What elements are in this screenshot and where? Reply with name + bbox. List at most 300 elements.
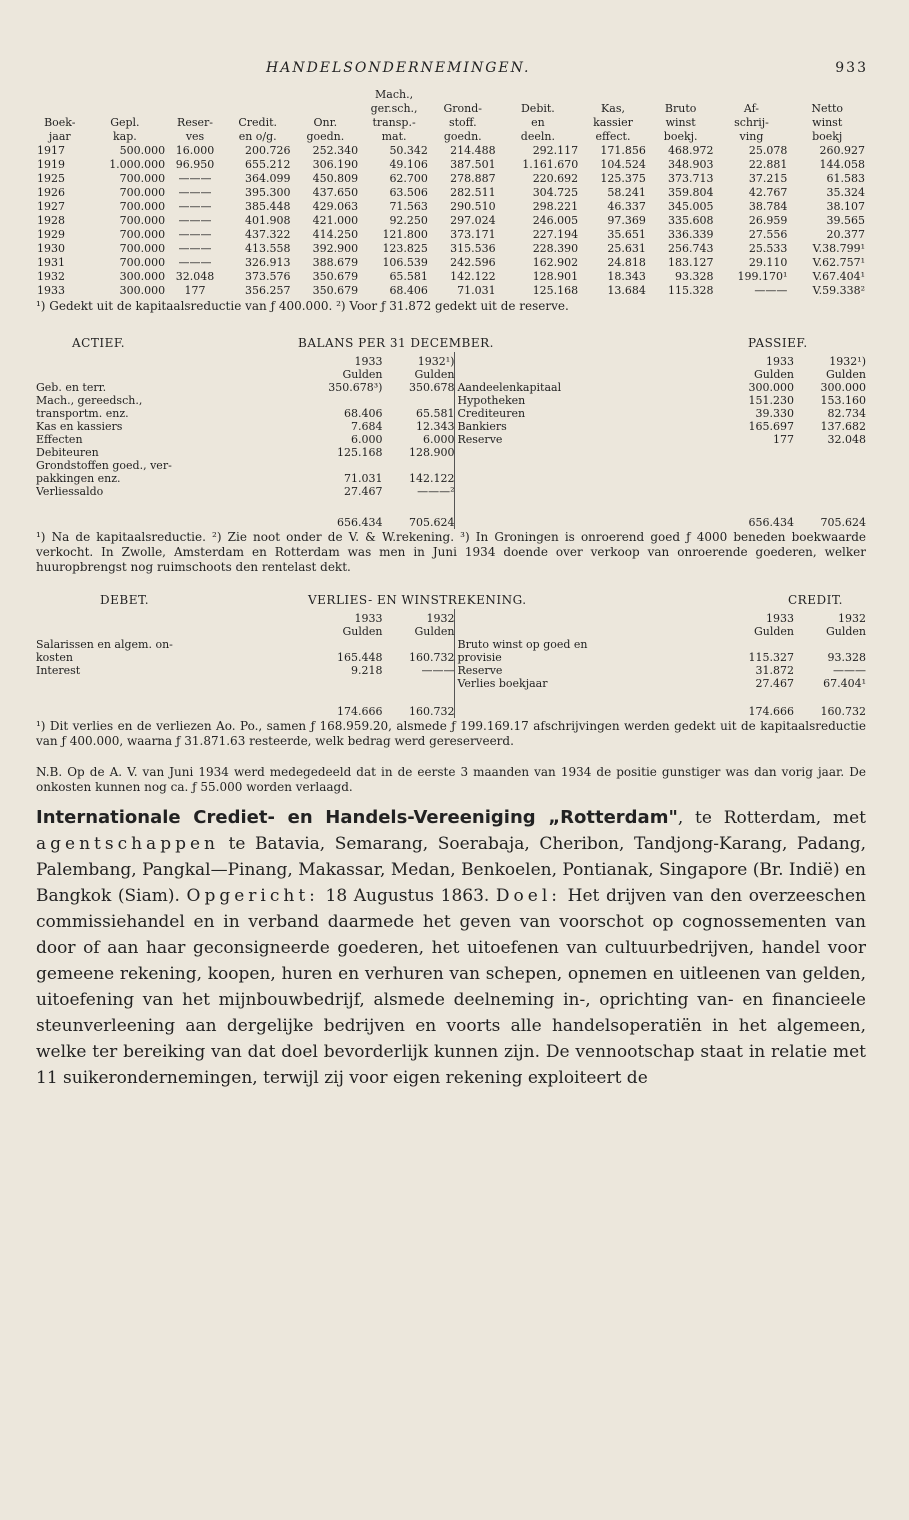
header-line: jaar [48, 130, 71, 143]
statistics-column-header [166, 88, 224, 144]
account-value-1932: 12.343 [415, 420, 455, 433]
running-header [36, 60, 866, 88]
pl-title: VERLIES- EN WINSTREKENING. [308, 593, 527, 607]
header-line: kassier [593, 116, 633, 129]
statistics-column-header [359, 88, 429, 144]
statistics-cell: 35.651 [607, 228, 646, 241]
statistics-cell: 356.257 [245, 284, 291, 297]
statistics-cell: 414.250 [312, 228, 359, 241]
account-value-1932: 32.048 [827, 433, 866, 446]
statistics-row [36, 284, 866, 298]
statistics-cell: 214.488 [450, 144, 496, 157]
balance-liabilities-total [457, 516, 866, 529]
account-label: provisie [457, 651, 502, 664]
statistics-cell: 121.800 [382, 228, 428, 241]
account-value-1932 [382, 459, 454, 472]
statistics-cell: 1927 [37, 200, 65, 213]
account-value-1933: 27.467 [755, 677, 794, 690]
statistics-cell: 29.110 [748, 256, 788, 269]
account-row [457, 638, 866, 651]
pl-credit-rows [457, 638, 866, 690]
statistics-cell: 413.558 [245, 242, 291, 255]
header-line: mat. [381, 130, 407, 143]
header-line: goedn. [306, 130, 345, 143]
header-line: Af- [743, 102, 760, 115]
account-row [36, 407, 454, 420]
statistics-cell: 16.000 [175, 144, 215, 157]
statistics-cell: 227.194 [532, 228, 579, 241]
statistics-cell: 350.679 [312, 284, 359, 297]
statistics-cell: V.38.799¹ [812, 242, 865, 255]
statistics-cell: 700.000 [119, 228, 166, 241]
statistics-cell: 62.700 [389, 172, 428, 185]
statistics-row [36, 214, 866, 228]
header-line: Bruto [664, 102, 697, 115]
statistics-cell: 39.565 [826, 214, 865, 227]
statistics-cell: 20.377 [826, 228, 865, 241]
account-value-1932: 160.732 [408, 651, 455, 664]
balance-r-year-2: 1932¹) [829, 355, 866, 368]
pl-debit-total-1932: 160.732 [408, 705, 455, 718]
statistics-row [36, 158, 866, 172]
statistics-cell: 27.556 [748, 228, 788, 241]
statistics-cell: 128.901 [532, 270, 579, 283]
statistics-cell: 125.375 [600, 172, 646, 185]
account-label: pakkingen enz. [36, 472, 121, 485]
pl-debit-rows [36, 638, 454, 677]
account-value-1933 [320, 394, 382, 407]
balance-assets [36, 352, 455, 529]
statistics-cell: 500.000 [119, 144, 166, 157]
statistics-cell: 292.117 [532, 144, 579, 157]
balance-assets-total-1933: 656.434 [336, 516, 383, 529]
header-line: winst [665, 116, 696, 129]
statistics-cell: ——— [754, 284, 788, 297]
statistics-cell: ——— [178, 242, 212, 255]
page-number: 933 [835, 60, 868, 76]
account-value-1932: ——— [421, 664, 455, 677]
balance-title: BALANS PER 31 DECEMBER. [298, 336, 494, 350]
pl-r-year-1: 1933 [766, 612, 794, 625]
company-text-4: Het drijven van den overzeeschen commissiehandel en in verband daarmede het geven van voorschot op cognossementen van door of aan haar geconsigneerde goederen, het uitoefenen van cultuurbedrijven, handel voor gemeene rekening, koopen, huren en verhuren van schepen, opnemen en uitleenen van gelden, uitoefening van het mijnbouwbedrijf, alsmede deelneming in-, oprichting van- en financieele steunverleening aan dergelijke bedrijven en voorts alle handelsoperatiën in het algemeen, welke ter bereiking van dat doel bevorderlijk kunnen zijn. De vennootschap staat in relatie met 11 suikerondernemingen, terwijl zij voor eigen rekening exploiteert de [36, 886, 866, 1088]
statistics-cell: 61.583 [826, 172, 865, 185]
statistics-cell: ——— [178, 228, 212, 241]
pl-r-unit-2: Gulden [825, 625, 866, 638]
statistics-cell: 395.300 [245, 186, 291, 199]
statistics-cell: 700.000 [119, 200, 166, 213]
company-text-1: , te Rotterdam, met [677, 808, 866, 828]
page [36, 60, 866, 1108]
statistics-table [36, 88, 866, 298]
header-line: stoff. [448, 116, 477, 129]
header-title: HANDELSONDERNEMINGEN. [266, 60, 531, 76]
statistics-cell: 42.767 [748, 186, 788, 199]
statistics-cell: 162.902 [532, 256, 579, 269]
account-row [457, 664, 866, 677]
header-line: Mach., [375, 88, 414, 101]
statistics-body [36, 144, 866, 298]
account-row [36, 664, 454, 677]
statistics-column-header [224, 88, 292, 144]
account-value-1933: 71.031 [343, 472, 383, 485]
account-row [457, 651, 866, 664]
balance-liab-total-1932: 705.624 [820, 516, 866, 529]
statistics-cell: 700.000 [119, 172, 166, 185]
balance-unit-2: Gulden [414, 368, 455, 381]
pl-credit-total-1932: 160.732 [820, 705, 866, 718]
statistics-cell: 1917 [37, 144, 65, 157]
balance-r-year-1: 1933 [766, 355, 794, 368]
account-label: Mach., gereedsch., [36, 394, 143, 407]
pl-right-heading: CREDIT. [788, 593, 843, 607]
account-value-1933: 6.000 [350, 433, 383, 446]
header-line: ves [185, 130, 205, 143]
header-line: kap. [112, 130, 137, 143]
statistics-row [36, 242, 866, 256]
statistics-cell: 348.903 [668, 158, 714, 171]
statistics-cell: 63.506 [389, 186, 428, 199]
account-value-1933: 125.168 [336, 446, 383, 459]
statistics-cell: 336.339 [668, 228, 714, 241]
balance-year-1: 1933 [354, 355, 383, 368]
statistics-cell: 199.170¹ [737, 270, 788, 283]
statistics-cell: 38.107 [826, 200, 865, 213]
statistics-cell: 25.078 [748, 144, 788, 157]
statistics-cell: 437.650 [312, 186, 359, 199]
statistics-column-header [715, 88, 789, 144]
account-value-1933: 165.448 [336, 651, 383, 664]
statistics-row [36, 172, 866, 186]
account-value-1933: 39.330 [755, 407, 794, 420]
account-row [36, 485, 454, 498]
statistics-cell: 350.679 [312, 270, 359, 283]
pl-debit [36, 609, 455, 718]
statistics-cell: 177 [184, 284, 206, 297]
statistics-cell: V.59.338² [812, 284, 865, 297]
balance-assets-total-1932: 705.624 [408, 516, 455, 529]
statistics-cell: V.62.757¹ [812, 256, 865, 269]
account-label: transportm. enz. [36, 407, 129, 420]
balance-r-unit-1: Gulden [753, 368, 794, 381]
statistics-cell: 1.161.670 [522, 158, 579, 171]
statistics-cell: 1930 [37, 242, 65, 255]
account-value-1932: ——— [833, 664, 866, 677]
account-value-1933: 9.218 [350, 664, 383, 677]
account-value-1933: 350.678³) [328, 381, 383, 394]
statistics-cell: 326.913 [245, 256, 291, 269]
account-label: Bruto winst op goed en [457, 638, 588, 651]
statistics-cell: 373.576 [245, 270, 291, 283]
statistics-cell: 1926 [37, 186, 65, 199]
statistics-cell: 429.063 [312, 200, 359, 213]
doel-label: Doel: [495, 886, 562, 906]
account-row [36, 459, 454, 472]
account-row [457, 407, 866, 420]
account-row [36, 433, 454, 446]
statistics-cell: 278.887 [450, 172, 496, 185]
company-entry [36, 805, 866, 1091]
account-row [36, 394, 454, 407]
statistics-cell: 123.825 [382, 242, 428, 255]
statistics-cell: 373.171 [450, 228, 496, 241]
account-label: Verlies boekjaar [457, 677, 548, 690]
balance-liabilities [455, 352, 866, 529]
statistics-cell: 252.340 [312, 144, 359, 157]
statistics-cell: 92.250 [389, 214, 428, 227]
statistics-cell: 290.510 [450, 200, 496, 213]
profit-loss-account [36, 609, 866, 718]
header-line: Credit. [238, 116, 278, 129]
statistics-cell: 700.000 [119, 242, 166, 255]
opgericht-label: Opgericht: [186, 886, 319, 906]
statistics-row [36, 228, 866, 242]
balance-unit-1: Gulden [342, 368, 383, 381]
statistics-cell: 242.596 [450, 256, 496, 269]
statistics-cell: 1928 [37, 214, 65, 227]
statistics-cell: 22.881 [748, 158, 788, 171]
account-value-1933 [732, 638, 794, 651]
statistics-cell: 49.106 [389, 158, 428, 171]
header-line: ving [739, 130, 764, 143]
account-value-1932: 128.900 [408, 446, 455, 459]
statistics-cell: V.67.404¹ [812, 270, 865, 283]
statistics-cell: 13.684 [607, 284, 646, 297]
statistics-cell: ——— [178, 172, 212, 185]
statistics-cell: 300.000 [119, 284, 166, 297]
statistics-column-header [579, 88, 647, 144]
statistics-footnote: ¹) Gedekt uit de kapitaalsreductie van ƒ 400.000. ²) Voor ƒ 31.872 gedekt uit de reserve. [36, 299, 569, 313]
statistics-cell: 18.343 [607, 270, 646, 283]
statistics-cell: ——— [178, 214, 212, 227]
statistics-cell: 171.856 [600, 144, 646, 157]
account-value-1932: 82.734 [827, 407, 866, 420]
header-line: Onr. [313, 116, 338, 129]
account-label: Bankiers [457, 420, 507, 433]
pl-unit-1: Gulden [342, 625, 383, 638]
statistics-cell: 385.448 [245, 200, 291, 213]
account-value-1933: 7.684 [350, 420, 383, 433]
statistics-cell: 387.501 [450, 158, 496, 171]
statistics-cell: 1.000.000 [109, 158, 166, 171]
statistics-cell: 93.328 [675, 270, 714, 283]
account-value-1933 [320, 638, 382, 651]
statistics-cell: 1931 [37, 256, 65, 269]
statistics-cell: 96.950 [175, 158, 215, 171]
account-value-1932 [382, 394, 454, 407]
statistics-column-header [788, 88, 866, 144]
statistics-cell: 106.539 [382, 256, 428, 269]
account-value-1932 [382, 638, 454, 651]
statistics-column-header [647, 88, 715, 144]
account-value-1932: ———² [417, 485, 455, 498]
account-value-1933: 27.467 [343, 485, 383, 498]
statistics-cell: 142.122 [450, 270, 496, 283]
account-value-1932: 142.122 [408, 472, 455, 485]
header-line: Kas, [601, 102, 625, 115]
balance-liab-total-1933: 656.434 [748, 516, 794, 529]
header-line: Gepl. [110, 116, 140, 129]
statistics-cell: 298.221 [532, 200, 579, 213]
account-label: Verliessaldo [36, 485, 104, 498]
balance-liabilities-rows [457, 381, 866, 446]
balance-r-unit-2: Gulden [825, 368, 866, 381]
pl-credit-total [457, 705, 866, 718]
account-value-1932: 350.678 [408, 381, 455, 394]
account-label: Aandeelenkapitaal [457, 381, 562, 394]
account-value-1933: 31.872 [755, 664, 794, 677]
account-label: Reserve [457, 664, 503, 677]
statistics-cell: 26.959 [748, 214, 788, 227]
statistics-cell: 345.005 [668, 200, 714, 213]
statistics-cell: 104.524 [600, 158, 646, 171]
account-value-1932: 93.328 [827, 651, 866, 664]
balance-left-heading: ACTIEF. [72, 336, 126, 350]
nb-note: N.B. Op de A. V. van Juni 1934 werd medegedeeld dat in de eerste 3 maanden van 1934 de positie gunstiger was dan vorig jaar. De onkosten kunnen nog ca. ƒ 55.000 worden verlaagd. [36, 765, 866, 794]
statistics-column-header [292, 88, 360, 144]
header-line: schrij- [734, 116, 769, 129]
statistics-cell: ——— [178, 256, 212, 269]
account-value-1932: 137.682 [820, 420, 866, 433]
company-text-2: te Batavia, Semarang, Soerabaja, Cheribon, Tandjong-Karang, Padang, Palembang, Pangkal—Pinang, Makassar, Medan, Benkoelen, Pontianak, Singapore (Br. Indië) en Bangkok (Siam). [36, 834, 866, 906]
account-value-1933: 165.697 [748, 420, 794, 433]
statistics-cell: 655.212 [245, 158, 291, 171]
statistics-cell: 392.900 [312, 242, 359, 255]
header-line: goedn. [443, 130, 482, 143]
statistics-cell: 35.324 [826, 186, 865, 199]
statistics-column-header [84, 88, 167, 144]
statistics-column-header [429, 88, 497, 144]
account-label: Hypotheken [457, 394, 526, 407]
pl-year-2: 1932 [426, 612, 455, 625]
header-line: ger.sch., [370, 102, 418, 115]
account-value-1933: 151.230 [748, 394, 794, 407]
header-line: winst [812, 116, 843, 129]
pl-credit [455, 609, 866, 718]
statistics-cell: 125.168 [532, 284, 579, 297]
statistics-cell: 401.908 [245, 214, 291, 227]
account-value-1932 [794, 638, 866, 651]
pl-r-unit-1: Gulden [753, 625, 794, 638]
statistics-cell: 46.337 [607, 200, 646, 213]
statistics-cell: 1919 [37, 158, 65, 171]
statistics-cell: 468.972 [668, 144, 714, 157]
statistics-cell: 144.058 [819, 158, 865, 171]
account-label: Salarissen en algem. on- [36, 638, 173, 651]
pl-left-heading: DEBET. [100, 593, 150, 607]
account-value-1933 [320, 459, 382, 472]
statistics-cell: 256.743 [668, 242, 714, 255]
account-label: Effecten [36, 433, 83, 446]
statistics-cell: 183.127 [668, 256, 714, 269]
statistics-column-header [36, 88, 84, 144]
statistics-cell: 38.784 [748, 200, 788, 213]
statistics-cell: 68.406 [389, 284, 428, 297]
header-line: Debit. [520, 102, 555, 115]
statistics-cell: 359.804 [668, 186, 714, 199]
statistics-cell: 115.328 [668, 284, 714, 297]
header-line: en [531, 116, 545, 129]
statistics-cell: 25.533 [748, 242, 788, 255]
statistics-cell: 364.099 [245, 172, 291, 185]
account-value-1933: 300.000 [748, 381, 794, 394]
pl-footnote: ¹) Dit verlies en de verliezen Ao. Po., samen ƒ 168.959.20, alsmede ƒ 199.169.17 afschrijvingen werden gedekt uit de kapitaalsreductie van ƒ 400.000, waarna ƒ 31.871.63 resteerde, welk bedrag werd gereserveerd. [36, 719, 866, 748]
statistics-cell: 1932 [37, 270, 65, 283]
account-value-1932: 65.581 [415, 407, 455, 420]
account-row [36, 651, 454, 664]
statistics-cell: 304.725 [532, 186, 579, 199]
statistics-column-header [497, 88, 580, 144]
statistics-cell: 315.536 [450, 242, 496, 255]
company-name: Internationale Crediet- en Handels-Vereeniging „Rotterdam" [36, 807, 678, 828]
statistics-cell: 1929 [37, 228, 65, 241]
statistics-row [36, 186, 866, 200]
statistics-cell: 388.679 [312, 256, 359, 269]
pl-debit-total [36, 705, 454, 718]
account-row [36, 638, 454, 651]
balance-assets-total [36, 516, 454, 529]
header-line: effect. [595, 130, 631, 143]
statistics-cell: 1925 [37, 172, 65, 185]
statistics-cell: 1933 [37, 284, 65, 297]
balance-heading [36, 336, 866, 352]
statistics-cell: 200.726 [245, 144, 291, 157]
account-label: Interest [36, 664, 81, 677]
account-value-1932: 300.000 [820, 381, 866, 394]
account-label: Crediteuren [457, 407, 526, 420]
account-row [457, 420, 866, 433]
header-line: deeln. [520, 130, 555, 143]
statistics-cell: 700.000 [119, 214, 166, 227]
statistics-cell: 437.322 [245, 228, 291, 241]
header-line: en o/g. [238, 130, 277, 143]
statistics-cell: 297.024 [450, 214, 496, 227]
balance-sheet [36, 352, 866, 529]
account-value-1933: 68.406 [343, 407, 383, 420]
statistics-cell: 37.215 [748, 172, 788, 185]
statistics-cell: 246.005 [532, 214, 579, 227]
header-line: boekj. [663, 130, 698, 143]
balance-footnote: ¹) Na de kapitaalsreductie. ²) Zie noot onder de V. & W.rekening. ³) In Groningen is onroerend goed ƒ 4000 beneden boekwaarde verkocht. In Zwolle, Amsterdam en Rotterdam was men in Juni 1934 doende over verkoop van onroerende goederen, welker huuropbrengst nog ruimschoots den rentelast dekt. [36, 530, 866, 574]
statistics-cell: 421.000 [312, 214, 359, 227]
statistics-cell: ——— [178, 186, 212, 199]
pl-year-1: 1933 [354, 612, 383, 625]
account-label: Grondstoffen goed., ver- [36, 459, 172, 472]
statistics-cell: 65.581 [389, 270, 428, 283]
account-row [457, 394, 866, 407]
statistics-cell: 300.000 [119, 270, 166, 283]
statistics-row [36, 256, 866, 270]
account-value-1933: 177 [773, 433, 794, 446]
balance-assets-rows [36, 381, 454, 498]
statistics-row [36, 270, 866, 284]
header-line: Grond- [443, 102, 483, 115]
account-row [457, 677, 866, 690]
pl-r-year-2: 1932 [838, 612, 866, 625]
statistics-row [36, 200, 866, 214]
balance-year-2: 1932¹) [417, 355, 455, 368]
statistics-cell: 450.809 [312, 172, 359, 185]
statistics-cell: 335.608 [668, 214, 714, 227]
statistics-row [36, 144, 866, 158]
statistics-cell: 306.190 [312, 158, 359, 171]
account-label: Reserve [457, 433, 503, 446]
account-row [36, 446, 454, 459]
statistics-cell: 50.342 [389, 144, 428, 157]
pl-debit-total-1933: 174.666 [336, 705, 383, 718]
header-line: Netto [811, 102, 844, 115]
statistics-cell: 97.369 [607, 214, 646, 227]
statistics-header-row [36, 88, 866, 144]
